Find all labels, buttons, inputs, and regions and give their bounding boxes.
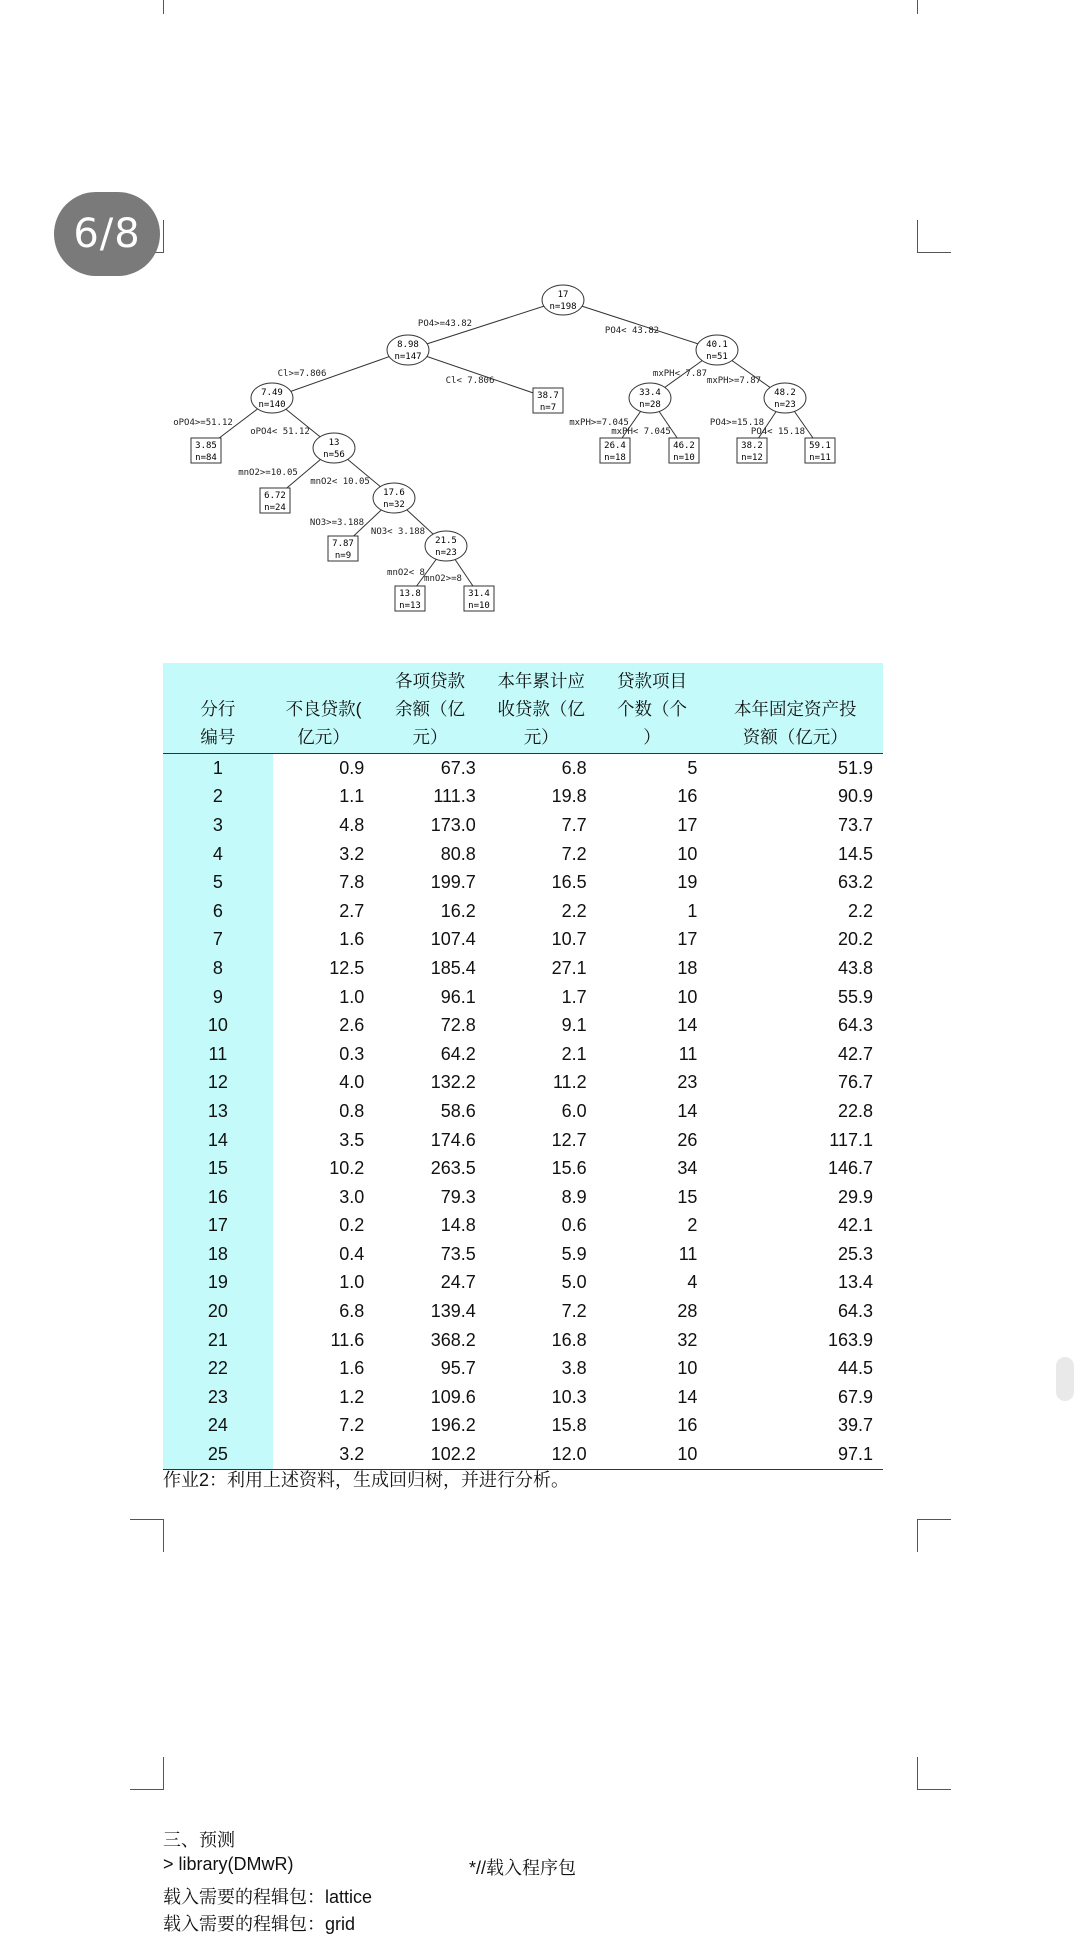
value-cell: 2.6 [339,1015,365,1036]
table-row [163,983,883,1012]
column-header-line: 资额（亿元） [742,727,848,747]
value-cell: 73.5 [440,1243,476,1264]
assignment-note: 作业2：利用上述资料，生成回归树，并进行分析。 [163,1470,570,1490]
tree-leaf [805,438,835,463]
tree-node [387,335,429,365]
leaf-value: 38.7 [537,391,559,401]
table-header-row [163,663,883,754]
split-label: mnO2>=10.05 [238,468,298,478]
value-cell: 44.5 [837,1358,873,1379]
value-cell: 73.7 [837,814,873,835]
value-cell: 11 [678,1243,698,1264]
value-cell: 4.8 [339,814,365,835]
value-cell: 3.2 [339,843,365,864]
column-header-line: 元） [523,727,559,747]
value-cell: 24.7 [440,1272,476,1293]
leaf-value: 31.4 [468,589,490,599]
value-cell: 11.6 [330,1329,365,1350]
column-header-line: 个数（个 [617,699,688,719]
value-cell: 7.2 [339,1415,365,1436]
value-cell: 1.1 [339,786,365,807]
split-label: mnO2< 10.05 [310,477,370,487]
value-cell: 173.0 [430,814,476,835]
table-row [163,1383,883,1412]
value-cell: 7.2 [561,1301,587,1322]
leaf-value: 46.2 [673,441,695,451]
table-row [163,1269,883,1298]
crop-mark [917,1757,918,1790]
output-line: 载入需要的程辑包：grid [163,1914,356,1934]
value-cell: 16.2 [440,900,476,921]
value-cell: 58.6 [440,1100,476,1121]
table-row [163,1097,883,1126]
value-cell: 7.2 [561,843,587,864]
value-cell: 95.7 [440,1358,476,1379]
value-cell: 67.3 [440,757,476,778]
tree-node [251,383,293,413]
leaf-count: n=7 [539,403,557,413]
crop-mark [163,0,164,14]
value-cell: 76.7 [837,1072,873,1093]
node-value: 33.4 [639,388,661,398]
node-count: n=23 [774,400,796,410]
column-header-line: 亿元） [297,727,350,747]
table-row [163,1183,883,1212]
node-count: n=147 [394,352,422,362]
value-cell: 27.1 [551,957,587,978]
value-cell: 13.4 [837,1272,873,1293]
node-value: 48.2 [774,388,796,398]
value-cell: 2.2 [561,900,587,921]
split-label: PO4< 43.82 [604,326,660,336]
value-cell: 64.2 [440,1043,476,1064]
value-cell: 10.7 [551,929,587,950]
value-cell: 6.0 [561,1100,587,1121]
value-cell: 0.8 [339,1100,365,1121]
crop-mark [163,1757,164,1790]
bank-loan-table [163,663,883,1470]
split-label: mnO2< 8 [387,568,425,578]
value-cell: 14 [677,1015,698,1036]
table-row [163,897,883,926]
value-cell: 2.2 [847,900,873,921]
value-cell: 0.9 [339,757,365,778]
table-row [163,840,883,869]
value-cell: 10 [677,1358,698,1379]
value-cell: 15.8 [551,1415,587,1436]
branch-id-cell: 14 [163,1126,273,1155]
split-label: mxPH< 7.045 [611,427,671,437]
value-cell: 29.9 [837,1186,873,1207]
column-header-line: 收贷款（亿 [497,699,585,719]
crop-mark [917,1519,951,1520]
value-cell: 2.1 [561,1043,587,1064]
crop-mark [130,1789,164,1790]
value-cell: 3.8 [561,1358,587,1379]
leaf-count: n=12 [741,453,763,463]
tree-leaf [191,438,221,463]
value-cell: 3.2 [273,1440,374,1469]
tree-leaf [669,438,699,463]
value-cell: 132.2 [430,1072,476,1093]
value-cell: 42.7 [837,1043,873,1064]
value-cell: 109.6 [430,1386,476,1407]
table-row [163,1040,883,1069]
value-cell: 72.8 [440,1015,476,1036]
leaf-count: n=84 [195,453,217,463]
node-value: 17.6 [383,488,405,498]
split-label: PO4>=15.18 [709,418,765,428]
value-cell: 14.8 [440,1215,476,1236]
value-cell: 117.1 [829,1129,873,1150]
crop-mark [163,1519,164,1552]
value-cell: 79.3 [440,1186,476,1207]
value-cell: 368.2 [430,1329,476,1350]
value-cell: 3.0 [339,1186,365,1207]
value-cell: 1.6 [339,1358,365,1379]
value-cell: 196.2 [430,1415,476,1436]
leaf-value: 26.4 [604,441,626,451]
table-row [163,1069,883,1098]
tree-node [542,285,584,315]
value-cell: 163.9 [827,1329,873,1350]
branch-id-cell: 11 [163,1040,273,1069]
value-cell: 16.8 [551,1329,587,1350]
value-cell: 19 [677,872,698,893]
scrollbar-handle[interactable] [1056,1357,1074,1401]
value-cell: 64.3 [837,1015,873,1036]
branch-id-cell: 4 [163,840,273,869]
tree-leaf [737,438,767,463]
value-cell: 199.7 [430,872,476,893]
value-cell: 25.3 [837,1243,873,1264]
node-value: 21.5 [435,536,457,546]
value-cell: 15.6 [551,1158,587,1179]
value-cell: 1.7 [561,986,587,1007]
value-cell: 1.6 [339,929,365,950]
leaf-value: 7.87 [332,539,354,549]
branch-id-cell: 19 [163,1269,273,1298]
split-label: mnO2>=8 [424,574,462,584]
leaf-count: n=18 [604,453,626,463]
value-cell: 63.2 [837,872,873,893]
branch-id-cell: 17 [163,1212,273,1241]
column-header-line: 各项贷款 [394,671,465,691]
tree-leaf [600,438,630,463]
tree-node [696,335,738,365]
value-cell: 102.2 [374,1440,485,1469]
value-cell: 1.2 [339,1386,365,1407]
split-label: oPO4< 51.12 [250,427,310,437]
code-line [163,1854,577,1878]
split-label: PO4< 15.18 [750,427,806,437]
table-row [163,1354,883,1383]
split-label: mxPH>=7.045 [569,418,629,428]
value-cell: 12.0 [486,1440,597,1469]
tree-leaf [464,586,494,611]
value-cell: 5 [687,757,698,778]
tree-leaf [328,536,358,561]
value-cell: 17 [677,814,698,835]
value-cell: 2.7 [339,900,365,921]
column-header-line: 分行 [200,699,236,719]
branch-id-cell: 21 [163,1326,273,1355]
value-cell: 139.4 [430,1301,476,1322]
value-cell: 11.2 [552,1072,587,1093]
column-header-line: 余额（亿 [394,699,465,719]
table-row [163,868,883,897]
value-cell: 3.5 [339,1129,365,1150]
crop-mark [917,1519,918,1552]
section-title: 三、预测 [163,1830,235,1850]
split-label: mxPH>=7.87 [706,376,762,386]
value-cell: 174.6 [430,1129,476,1150]
branch-id-cell: 16 [163,1183,273,1212]
node-count: n=32 [383,500,405,510]
value-cell: 6.8 [561,757,587,778]
split-label: oPO4>=51.12 [173,418,233,428]
value-cell: 26 [677,1129,698,1150]
value-cell: 32 [677,1329,698,1350]
table-row [163,1412,883,1441]
branch-id-cell: 23 [163,1383,273,1412]
value-cell: 6.8 [339,1301,365,1322]
node-count: n=28 [639,400,661,410]
regression-tree [173,270,860,620]
table-row [163,1326,883,1355]
node-count: n=56 [323,450,345,460]
value-cell: 10 [597,1440,708,1469]
crop-mark [917,1789,951,1790]
tree-leaf [260,488,290,513]
value-cell: 16 [677,786,698,807]
crop-mark [917,0,918,14]
value-cell: 55.9 [837,986,873,1007]
branch-id-cell: 5 [163,868,273,897]
node-value: 7.49 [261,388,283,398]
value-cell: 4 [687,1272,698,1293]
value-cell: 97.1 [707,1440,883,1469]
crop-mark [917,252,951,253]
tree-node [629,383,671,413]
table-row [163,1154,883,1183]
value-cell: 10 [677,986,698,1007]
value-cell: 7.7 [561,814,587,835]
value-cell: 263.5 [430,1158,476,1179]
branch-id-cell: 9 [163,983,273,1012]
value-cell: 10.2 [329,1158,365,1179]
table-row [163,1297,883,1326]
column-header [486,663,597,754]
table-row [163,754,883,783]
node-count: n=23 [435,548,457,558]
branch-id-cell: 10 [163,1011,273,1040]
value-cell: 14 [677,1386,698,1407]
value-cell: 39.7 [837,1415,873,1436]
value-cell: 18 [677,957,698,978]
value-cell: 1.0 [339,986,365,1007]
branch-id-cell: 8 [163,954,273,983]
branch-id-cell: 25 [163,1440,273,1469]
split-label: mxPH< 7.87 [652,369,708,379]
value-cell: 8.9 [561,1186,587,1207]
column-header-line: 元） [412,727,448,747]
table-row [163,1240,883,1269]
table-row [163,1126,883,1155]
split-label: NO3< 3.188 [370,527,426,537]
value-cell: 90.9 [837,786,873,807]
value-cell: 5.0 [561,1272,587,1293]
column-header-line: 本年累计应 [497,671,585,691]
split-label: PO4>=43.82 [417,319,473,329]
value-cell: 4.0 [339,1072,365,1093]
value-cell: 10 [677,843,698,864]
node-value: 17 [557,290,569,300]
column-header [597,663,708,754]
value-cell: 12.5 [329,957,365,978]
table-row [163,954,883,983]
leaf-value: 3.85 [195,441,217,451]
value-cell: 5.9 [561,1243,587,1264]
column-header-line: 贷款项目 [617,671,688,691]
value-cell: 0.2 [339,1215,365,1236]
leaf-value: 6.72 [264,491,286,501]
tree-node [764,383,806,413]
column-header-line: 本年固定资产投 [733,699,857,719]
value-cell: 67.9 [837,1386,873,1407]
value-cell: 9.1 [561,1015,587,1036]
value-cell: 0.3 [339,1043,365,1064]
value-cell: 96.1 [440,986,476,1007]
table-row [163,926,883,955]
table-row [163,1011,883,1040]
leaf-value: 38.2 [741,441,763,451]
value-cell: 43.8 [837,957,873,978]
column-header [273,663,374,754]
code-comment: *//载入程序包 [469,1858,577,1878]
value-cell: 22.8 [837,1100,873,1121]
value-cell: 185.4 [430,957,476,978]
table-row [163,1212,883,1241]
branch-id-cell: 7 [163,926,273,955]
value-cell: 0.4 [339,1243,365,1264]
branch-id-cell: 6 [163,897,273,926]
leaf-count: n=10 [673,453,695,463]
column-header-line: 不良贷款( [285,699,362,719]
value-cell: 11 [678,1043,698,1064]
value-cell: 34 [677,1158,698,1179]
value-cell: 146.7 [827,1158,873,1179]
split-label: Cl< 7.806 [445,376,495,386]
crop-mark [163,220,164,253]
value-cell: 1.0 [339,1272,365,1293]
value-cell: 111.3 [433,786,476,807]
tree-leaf [395,586,425,611]
value-cell: 10.3 [551,1386,587,1407]
value-cell: 1 [687,900,698,921]
value-cell: 16 [677,1415,698,1436]
leaf-count: n=10 [468,601,490,611]
node-value: 40.1 [706,340,728,350]
value-cell: 19.8 [551,786,587,807]
tree-leaf [533,388,563,413]
branch-id-cell: 12 [163,1069,273,1098]
split-label: Cl>=7.806 [277,369,327,379]
node-count: n=51 [706,352,728,362]
branch-id-cell: 13 [163,1097,273,1126]
leaf-count: n=24 [264,503,286,513]
node-value: 8.98 [397,340,419,350]
branch-id-cell: 3 [163,811,273,840]
branch-id-cell: 24 [163,1412,273,1441]
value-cell: 14.5 [837,843,873,864]
table-row [163,811,883,840]
crop-mark [917,220,918,253]
column-header [163,663,273,754]
split-label: NO3>=3.188 [309,518,365,528]
branch-id-cell: 20 [163,1297,273,1326]
output-line: 载入需要的程辑包：lattice [163,1887,373,1907]
node-count: n=198 [549,302,577,312]
column-header-line: 编号 [200,727,236,747]
table-row [163,783,883,812]
tree-node [373,483,415,513]
leaf-count: n=13 [399,601,421,611]
column-header-line: ） [643,727,661,747]
column-header [374,663,485,754]
value-cell: 28 [677,1301,698,1322]
value-cell: 12.7 [551,1129,587,1150]
leaf-value: 59.1 [809,441,831,451]
value-cell: 2 [687,1215,698,1236]
value-cell: 20.2 [837,929,873,950]
leaf-count: n=9 [334,551,352,561]
page-indicator: 6/8 [54,192,160,276]
branch-id-cell: 18 [163,1240,273,1269]
node-value: 13 [328,438,340,448]
branch-id-cell: 15 [163,1154,273,1183]
value-cell: 80.8 [440,843,476,864]
leaf-value: 13.8 [399,589,421,599]
leaf-count: n=11 [809,453,831,463]
value-cell: 16.5 [551,872,587,893]
crop-mark [130,1519,164,1520]
value-cell: 23 [677,1072,698,1093]
column-header [707,663,883,754]
code-text: > library(DMwR) [163,1854,294,1874]
value-cell: 51.9 [837,757,873,778]
value-cell: 7.8 [339,872,365,893]
value-cell: 15 [677,1186,698,1207]
value-cell: 42.1 [837,1215,873,1236]
table-row [163,1440,883,1469]
value-cell: 17 [677,929,698,950]
value-cell: 14 [677,1100,698,1121]
value-cell: 0.6 [561,1215,587,1236]
node-count: n=140 [258,400,286,410]
tree-node [425,531,467,561]
branch-id-cell: 22 [163,1354,273,1383]
value-cell: 64.3 [837,1301,873,1322]
tree-node [313,433,355,463]
branch-id-cell: 2 [163,783,273,812]
branch-id-cell: 1 [163,754,273,783]
value-cell: 107.4 [430,929,476,950]
